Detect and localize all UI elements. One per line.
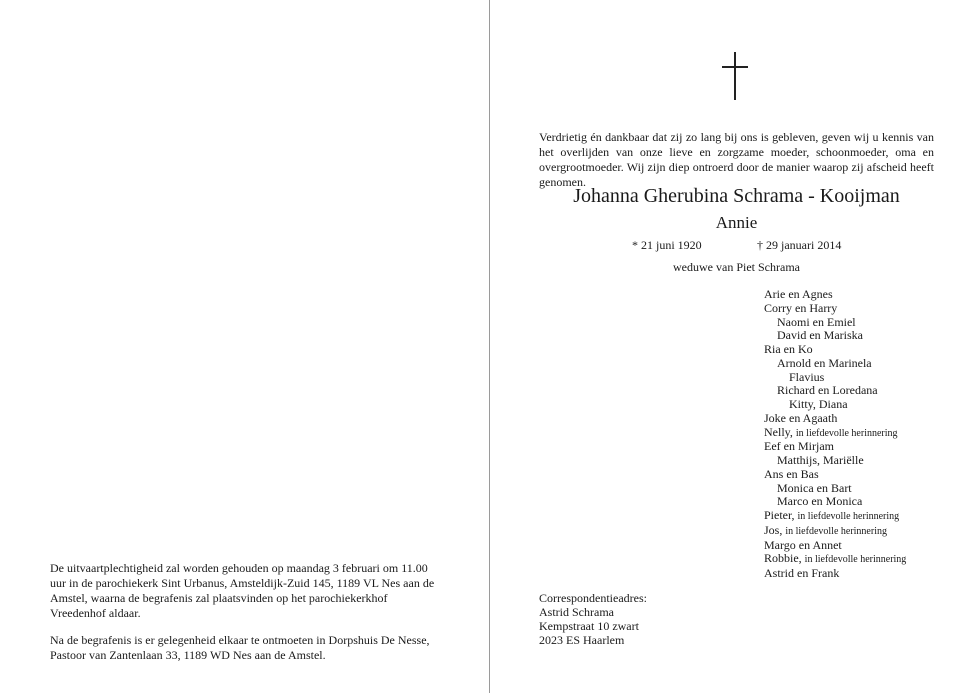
family-member bbox=[764, 482, 906, 496]
family-member bbox=[764, 398, 906, 412]
family-member-name: Richard en Loredana bbox=[777, 383, 878, 398]
correspondence-street: Kempstraat 10 zwart bbox=[539, 619, 639, 633]
family-member-name: Pieter, bbox=[764, 508, 795, 522]
family-member bbox=[764, 357, 906, 371]
correspondence-label: Correspondentieadres: bbox=[539, 591, 647, 605]
deceased-full-name: Johanna Gherubina Schrama - Kooijman bbox=[573, 185, 900, 207]
correspondence-address bbox=[539, 591, 647, 647]
family-member bbox=[764, 329, 906, 343]
family-member bbox=[764, 524, 906, 539]
family-member-name: Astrid en Frank bbox=[764, 566, 840, 580]
funeral-details bbox=[50, 561, 445, 675]
family-member-name: Flavius bbox=[789, 369, 825, 384]
family-member bbox=[764, 539, 906, 553]
family-member-name: Matthijs, Mariëlle bbox=[777, 453, 864, 467]
family-member-name: Robbie, bbox=[764, 551, 802, 566]
family-member-name: Kitty, Diana bbox=[789, 397, 848, 411]
family-member-name: Eef en Mirjam bbox=[764, 439, 834, 454]
family-member-name: Corry en Harry bbox=[764, 300, 838, 315]
family-member-name: Jos, bbox=[764, 522, 783, 537]
death-date: † 29 januari 2014 bbox=[757, 238, 842, 252]
gathering-text: Na de begrafenis is er gelegenheid elkaar te ontmoeten in Dorpshuis De Nesse, Pastoor van Zantenlaan 33, 1189 WD Nes aan de Amstel. bbox=[50, 633, 430, 662]
family-member bbox=[764, 412, 906, 426]
page-fold-divider bbox=[489, 0, 490, 693]
family-member bbox=[764, 316, 906, 330]
family-member bbox=[764, 440, 906, 454]
family-member bbox=[764, 343, 906, 357]
family-member-note: in liefdevolle herinnering bbox=[785, 525, 887, 537]
family-member bbox=[764, 302, 906, 316]
correspondence-name: Astrid Schrama bbox=[539, 605, 614, 619]
birth-date: * 21 juni 1920 bbox=[632, 238, 702, 252]
deceased-nickname: Annie bbox=[715, 213, 758, 232]
family-member bbox=[764, 426, 906, 441]
family-list bbox=[764, 288, 906, 581]
family-member-name: Joke en Agaath bbox=[764, 410, 838, 425]
family-member bbox=[764, 567, 906, 581]
family-member-note: in liefdevolle herinnering bbox=[797, 511, 900, 522]
announcement-intro: Verdrietig én dankbaar dat zij zo lang bij ons is gebleven, geven wij u kennis van het overlijden van onze lieve en zorgzame moeder, schoonmoeder, oma en overgrootmoeder. Wij zijn diep ontroerd door de manier waarop zij afscheid heeft genomen. bbox=[539, 130, 934, 189]
family-member-name: Naomi en Emiel bbox=[777, 314, 856, 329]
family-member-name: Monica en Bart bbox=[777, 480, 852, 495]
family-member-name: Margo en Annet bbox=[764, 537, 842, 552]
family-member bbox=[764, 454, 906, 468]
cross-icon bbox=[720, 52, 750, 100]
family-member-name: Ria en Ko bbox=[764, 342, 813, 356]
family-member-name: Arie en Agnes bbox=[764, 287, 833, 301]
family-member-name: Nelly, bbox=[764, 424, 793, 439]
correspondence-city: 2023 ES Haarlem bbox=[539, 633, 625, 647]
family-member-name: David en Mariska bbox=[777, 328, 863, 343]
family-member bbox=[764, 468, 906, 482]
family-member-note: in liefdevolle herinnering bbox=[804, 554, 907, 566]
family-member bbox=[764, 552, 906, 567]
family-member bbox=[764, 509, 906, 524]
family-member-note: in liefdevolle herinnering bbox=[795, 427, 898, 439]
family-member bbox=[764, 371, 906, 385]
family-member bbox=[764, 495, 906, 509]
ceremony-text: De uitvaartplechtigheid zal worden gehouden op maandag 3 februari om 11.00 uur in de parochiekerk Sint Urbanus, Amsteldijk-Zuid 145, 1189 VL Nes aan de Amstel, waarna de begrafenis zal plaatsvinden op het parochiekerkhof Vreedenhof aldaar. bbox=[50, 561, 435, 620]
family-member bbox=[764, 384, 906, 398]
family-member bbox=[764, 288, 906, 302]
family-member-name: Ans en Bas bbox=[764, 466, 819, 481]
family-member-name: Marco en Monica bbox=[777, 494, 863, 509]
family-member-name: Arnold en Marinela bbox=[777, 355, 872, 370]
widow-of: weduwe van Piet Schrama bbox=[673, 260, 800, 274]
